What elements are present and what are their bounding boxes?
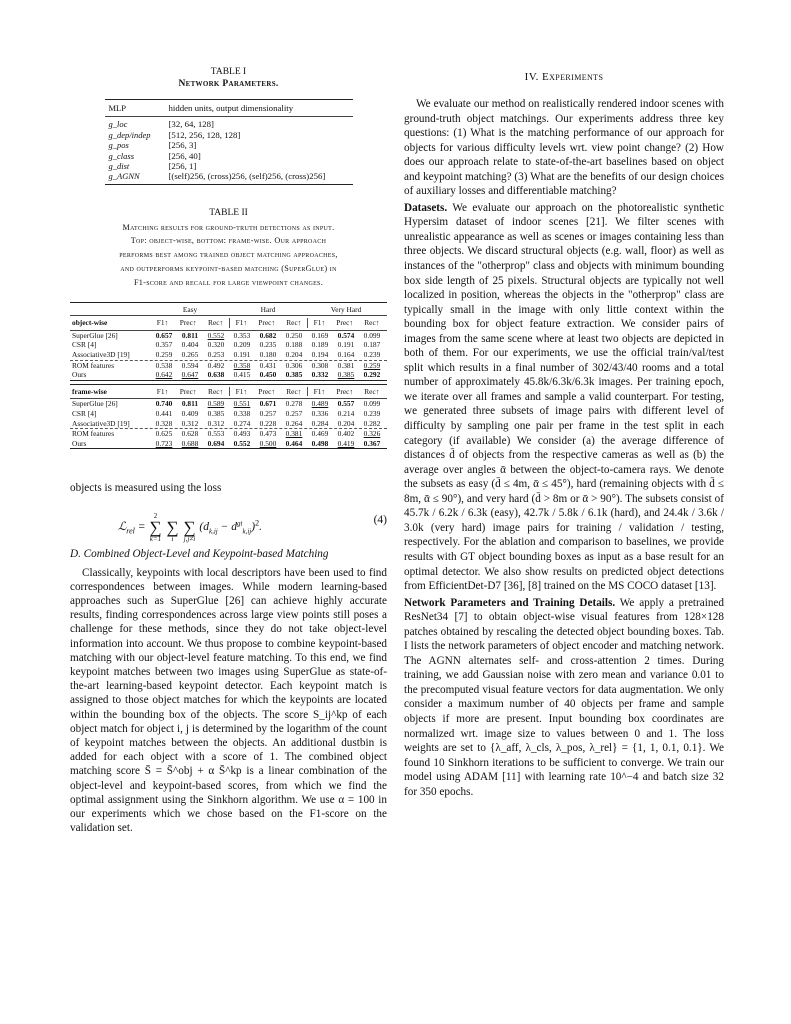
table2-group-header	[70, 303, 387, 316]
value-group	[229, 399, 307, 409]
value-group	[229, 350, 307, 360]
table2-group-label	[307, 305, 385, 315]
cell-value: 0.409	[181, 408, 199, 418]
table2-group-label	[151, 305, 229, 315]
cell-value: 0.259	[363, 360, 381, 370]
group-label: Easy	[182, 304, 198, 314]
table-row	[70, 370, 387, 380]
metric-label: F1↑	[235, 386, 248, 396]
metric-headers	[151, 318, 229, 328]
cell-value: 0.385	[285, 370, 303, 380]
value-group	[307, 409, 385, 419]
cell-value: 0.381	[337, 360, 355, 370]
right-column	[404, 70, 724, 799]
table-row: g_loc [32, 64, 128]	[108, 119, 214, 130]
row-label	[70, 409, 151, 419]
cell-value: 0.625	[155, 429, 173, 439]
table-row: g_dep/indep [512, 256, 128, 128]	[108, 129, 241, 140]
cell-value: 0.284	[311, 418, 329, 428]
section-name	[70, 387, 151, 397]
cell-value: 0.320	[207, 340, 225, 350]
method-name: ROM features	[72, 429, 115, 439]
cell-value: 0.353	[233, 330, 251, 340]
table-row: g_dist [256, 1]	[108, 161, 197, 172]
metric-headers	[307, 318, 385, 328]
cell-value: 0.647	[181, 370, 199, 380]
equation-4: ℒ$_{rel}$ = 2 ∑ k=1 ∑ i ∑ j,j≠i $(d_{k,ij} - d^{gt}_{k,ij})^2$. (4)	[118, 511, 387, 543]
metric-headers	[151, 387, 229, 397]
cell-value: 0.431	[259, 360, 277, 370]
value-group	[307, 419, 385, 429]
cell-value: 0.415	[233, 370, 251, 380]
cell-value: 0.811	[181, 399, 199, 409]
table-row	[70, 409, 387, 419]
cell-value: 0.688	[181, 438, 199, 448]
eq-intro: objects is measured using the loss	[70, 482, 222, 495]
metric-label: F1↑	[313, 318, 326, 328]
cell-value: 0.381	[285, 429, 303, 439]
left-column	[70, 66, 387, 835]
cell-value: 0.099	[363, 330, 381, 340]
value-group	[307, 361, 385, 371]
cell-value: 0.099	[363, 399, 381, 409]
cell-value: 0.450	[259, 370, 277, 380]
table-row	[70, 419, 387, 429]
table2-section-header	[70, 385, 387, 399]
metric-label: Rec↑	[286, 318, 302, 328]
value-group	[229, 340, 307, 350]
value-group	[307, 331, 385, 341]
row-label	[70, 370, 151, 380]
section-label: object-wise	[72, 318, 108, 328]
cell-value: 0.338	[233, 408, 251, 418]
table-row: g_AGNN [(self)256, (cross)256, (self)256, (cross)256]	[108, 171, 326, 182]
cell-value: 0.357	[155, 340, 173, 350]
cell-value: 0.500	[259, 438, 277, 448]
method-name: Ours	[72, 370, 87, 380]
equation-number: (4)	[373, 513, 387, 526]
metric-headers	[229, 318, 307, 328]
network-params-paragraph: Network Parameters and Training Details. We apply a pretrained ResNet34 [7] to obtain object-wise visual features from 128×128 patches obtained by rescaling the detected object bounding boxes. Tab. I lists the network parameters of object encoder and matching network. The AGNN alternates self- and cross-attention 2 times. During training, we add Gaussian noise with zero mean and variance 0.01 to the precomputed visual feature vectors for data augmentation. We only consider a maximum number of 40 objects per frame and sample objects if more are present. Input bounding box coordinates are normalized wrt. image size to values between 0 and 1. The loss weights are set to {λ_aff, λ_cls, λ_pos, λ_rel} = {1, 1, 0.1, 0.1}. We found 10 Sinkhorn iterations to be sufficient to converge. We train our model using ADAM [11] with learning rate 10^−4 and batch size 32 for 350 epochs.	[404, 596, 724, 798]
row-label	[70, 331, 151, 341]
cell-value: 0.538	[155, 360, 173, 370]
cell-value: 0.441	[155, 408, 173, 418]
table1	[105, 99, 353, 185]
cell-value: 0.278	[285, 399, 303, 409]
cell-value: 0.189	[311, 340, 329, 350]
cell-value: 0.292	[363, 370, 381, 380]
cell-value: 0.239	[363, 408, 381, 418]
cell-value: 0.682	[259, 330, 277, 340]
cell-value: 0.402	[337, 429, 355, 439]
table-row: g_pos [256, 3]	[108, 140, 197, 151]
metric-headers	[307, 387, 385, 397]
cell-value: 0.274	[233, 418, 251, 428]
table1-body	[105, 117, 353, 183]
cell-value: 0.191	[337, 340, 355, 350]
cell-value: 0.188	[285, 340, 303, 350]
value-group	[151, 361, 229, 371]
cell-value: 0.358	[233, 360, 251, 370]
table-row	[70, 399, 387, 409]
metric-label: Prec↑	[258, 386, 276, 396]
cell-value: 0.574	[337, 330, 355, 340]
cell-value: 0.671	[259, 399, 277, 409]
value-group	[229, 370, 307, 380]
table-row	[70, 331, 387, 341]
metric-label: Prec↑	[258, 318, 276, 328]
table-row	[70, 340, 387, 350]
value-group	[307, 350, 385, 360]
section-d-paragraph: Classically, keypoints with local descriptors have been used to find correspondences between images. While modern learning-based approaches such as SuperGlue [26] can achieve highly accurate results, finding correspondences across large view points still poses a challenge for these methods, since they do not take object-level information into account. We thus propose to combine keypoint-based matching with our object-level feature matching. To this end, we find keypoint matches between two images using SuperGlue as state-of-the-art learning-based keypoint detector. Each keypoint match is assigned to those object matches for which the keypoints are located within the bounding box of the objects. The score S_ij^kp of each object match for object i, j is determined by the logarithm of the count of keypoint matches between the objects. An additional dustbin is added for each object with a score of 1. The combined object matching score S̄ = S̄^obj + α S̄^kp is a linear combination of the object-level and keypoint-based scores, from which we find the optimal assignment using the Sinkhorn algorithm. We use α = 100 in our experiments which we chose based on the F1-score on the validation set.	[70, 566, 387, 835]
table-row	[70, 350, 387, 360]
cell-value: 0.336	[311, 408, 329, 418]
cell-value: 0.552	[233, 438, 251, 448]
cell-value: 0.552	[207, 330, 225, 340]
group-label: Hard	[260, 304, 276, 314]
cell-value: 0.557	[337, 399, 355, 409]
cell-value: 0.404	[181, 340, 199, 350]
table1-caption	[70, 66, 387, 90]
cell-value: 0.740	[155, 399, 173, 409]
cell-value: 0.204	[285, 350, 303, 359]
cell-value: 0.169	[311, 330, 329, 340]
cell-value: 0.628	[181, 429, 199, 439]
cell-value: 0.191	[233, 350, 251, 359]
cell-value: 0.214	[337, 408, 355, 418]
cell-value: 0.228	[259, 418, 277, 428]
cell-value: 0.694	[207, 438, 225, 448]
method-name: CSR [4]	[72, 408, 97, 418]
cell-value: 0.259	[155, 350, 173, 359]
cell-value: 0.209	[233, 340, 251, 350]
row-label	[70, 340, 151, 350]
cell-value: 0.464	[285, 438, 303, 448]
cell-value: 0.312	[207, 418, 225, 428]
cell-value: 0.385	[207, 408, 225, 418]
cell-value: 0.469	[311, 429, 329, 439]
value-group	[151, 439, 229, 449]
cell-value: 0.419	[337, 438, 355, 448]
value-group	[229, 429, 307, 439]
cell-value: 0.492	[207, 360, 225, 370]
value-group	[229, 331, 307, 341]
metric-label: Rec↑	[208, 318, 224, 328]
metric-label: F1↑	[235, 318, 248, 328]
cell-value: 0.367	[363, 438, 381, 448]
table2-title: TABLE II	[209, 207, 248, 218]
cell-value: 0.811	[181, 330, 199, 340]
row-label	[70, 429, 151, 439]
value-group	[151, 340, 229, 350]
cell-value: 0.257	[285, 408, 303, 418]
cell-value: 0.553	[207, 429, 225, 439]
table-row: g_class [256, 40]	[108, 150, 201, 161]
cell-value: 0.657	[155, 330, 173, 340]
value-group	[229, 419, 307, 429]
cell-value: 0.204	[337, 418, 355, 428]
cell-value: 0.326	[363, 429, 381, 439]
value-group	[229, 409, 307, 419]
table-row	[70, 429, 387, 439]
table2-group-label	[229, 305, 307, 315]
metric-label: F1↑	[313, 386, 326, 396]
cell-value: 0.265	[181, 350, 199, 359]
row-label	[70, 419, 151, 429]
cell-value: 0.498	[311, 438, 329, 448]
table1-subtitle: Network Parameters.	[178, 79, 279, 89]
metric-label: Prec↑	[336, 386, 354, 396]
cell-value: 0.589	[207, 399, 225, 409]
cell-value: 0.235	[259, 340, 277, 350]
metric-label: Rec↑	[286, 386, 302, 396]
metric-label: Rec↑	[208, 386, 224, 396]
cell-value: 0.257	[259, 408, 277, 418]
value-group	[151, 419, 229, 429]
cell-value: 0.308	[311, 360, 329, 370]
table2	[70, 302, 387, 450]
row-label	[70, 439, 151, 449]
metric-label: Prec↑	[179, 386, 197, 396]
value-group	[307, 429, 385, 439]
cell-value: 0.594	[181, 360, 199, 370]
cell-value: 0.239	[363, 350, 381, 359]
network-params-label: Network Parameters and Training Details.	[404, 596, 616, 609]
cell-value: 0.282	[363, 418, 381, 428]
method-name: SuperGlue [26]	[72, 330, 118, 340]
cell-value: 0.312	[181, 418, 199, 428]
intro-paragraph: We evaluate our method on realistically rendered indoor scenes with ground-truth object matchings. Our experiments address three key questions: (1) What is the matching performance of our approach for objects for various difficulty levels wrt. view point change? (2) How does our approach relate to state-of-the-art baselines based on object and keypoint matching? (3) What are the benefits of our design choices of auxiliary losses and differentiable matching?	[404, 98, 724, 198]
table1-header: MLP hidden units, output dimensionality	[108, 103, 294, 113]
cell-value: 0.493	[233, 429, 251, 439]
datasets-label: Datasets.	[404, 201, 448, 214]
value-group	[151, 429, 229, 439]
metric-label: Prec↑	[179, 318, 197, 328]
section-iv-heading: IV. Experiments	[524, 71, 604, 83]
cell-value: 0.187	[363, 340, 381, 350]
value-group	[151, 370, 229, 380]
value-group	[229, 439, 307, 449]
value-group	[229, 361, 307, 371]
table2-section-header	[70, 316, 387, 330]
cell-value: 0.164	[337, 350, 355, 359]
method-name: Associative3D [19]	[72, 418, 130, 428]
method-name: SuperGlue [26]	[72, 399, 118, 409]
metric-label: F1↑	[156, 386, 169, 396]
metric-label: Prec↑	[336, 318, 354, 328]
row-label	[70, 361, 151, 371]
table-row	[70, 439, 387, 449]
cell-value: 0.551	[233, 399, 251, 409]
cell-value: 0.723	[155, 438, 173, 448]
cell-value: 0.253	[207, 350, 225, 359]
value-group	[151, 350, 229, 360]
table2-caption: TABLE II Matching results for ground-truth detections as input. Top: object-wise, bottom: frame-wise. Our approach performs best among trained object matching approaches, and outperforms keypoint-based matching (SuperGlue) in F1-score and recall for large viewpoint changes.	[70, 207, 387, 290]
cell-value: 0.328	[155, 418, 173, 428]
section-d-heading: D. Combined Object-Level and Keypoint-based Matching	[70, 547, 329, 560]
method-name: CSR [4]	[72, 340, 97, 350]
metric-headers	[229, 387, 307, 397]
method-name: Associative3D [19]	[72, 350, 130, 359]
metric-label: Rec↑	[364, 386, 380, 396]
section-name	[70, 318, 151, 328]
cell-value: 0.638	[207, 370, 225, 380]
metric-label: F1↑	[156, 318, 169, 328]
cell-value: 0.489	[311, 399, 329, 409]
datasets-paragraph: Datasets. We evaluate our approach on the photorealistic synthetic Hypersim dataset of indoor scenes [21]. We filter scenes with unrealistic appearance as well as scenes or images containing less than three objects. We discard structural objects (e.g. wall, floor) as well as instances of the "otherprop" class and objects with minimum bounding box side length of 25 pixels. Structural objects are typically not well localized in position, whereas the objects in the "otherprop" class are typically small in the image with only little context within the bounding box for object feature extraction. We consider pairs of images from the same scene where at least two objects are depicted in both of them. For our experiments, we use the official train/val/test split which results in a final number of 302/43/40 rooms and a total number of approximately 45.8k/6.3k/6.3k images. Per training epoch, we iterate over all frames and sample a valid counterpart. For testing, we generated three subsets of image pairs with different level of difficulty by sampling one pair per frame in the test split in each category (if available) We consider (a) the average difference of distances d̄ of objects from the respective cameras as well as (b) the average over angles ᾱ between the object-to-camera rays. We denote the subsets as easy (d̄ ≤ 4m, ᾱ ≤ 45°), hard (remaining objects with d̄ ≤ 8m, ᾱ ≤ 90°), and very hard (d̄ > 8m or ᾱ > 90°). The subsets consist of 45.7k / 6.2k / 6.3k (easy), 42.7k / 5.8k / 6.1k (hard), and 24.4k / 3.6k / 3.0k (very hard) image pairs for training / validation / testing, respectively. For the ablation and comparison to baselines, we provide results with GT object bounding boxes as input as a base result for an optimal detector. We also show results on predicted object detections from EfficientDet-D7 [36], [8] trained on the MS COCO dataset [13].	[404, 201, 724, 593]
cell-value: 0.385	[337, 370, 355, 380]
value-group	[151, 409, 229, 419]
row-label	[70, 399, 151, 409]
cell-value: 0.194	[311, 350, 329, 359]
section-label: frame-wise	[72, 386, 107, 396]
cell-value: 0.264	[285, 418, 303, 428]
value-group	[307, 370, 385, 380]
cell-value: 0.473	[259, 429, 277, 439]
row-label	[70, 350, 151, 360]
cell-value: 0.180	[259, 350, 277, 359]
cell-value: 0.306	[285, 360, 303, 370]
method-name: Ours	[72, 438, 87, 448]
cell-value: 0.250	[285, 330, 303, 340]
cell-value: 0.332	[311, 370, 329, 380]
method-name: ROM features	[72, 360, 115, 370]
value-group	[307, 340, 385, 350]
value-group	[307, 439, 385, 449]
value-group	[151, 399, 229, 409]
value-group	[307, 399, 385, 409]
group-label: Very Hard	[330, 304, 362, 314]
metric-label: Rec↑	[364, 318, 380, 328]
value-group	[151, 331, 229, 341]
table1-title: TABLE I	[210, 67, 247, 77]
cell-value: 0.642	[155, 370, 173, 380]
table-row	[70, 361, 387, 371]
